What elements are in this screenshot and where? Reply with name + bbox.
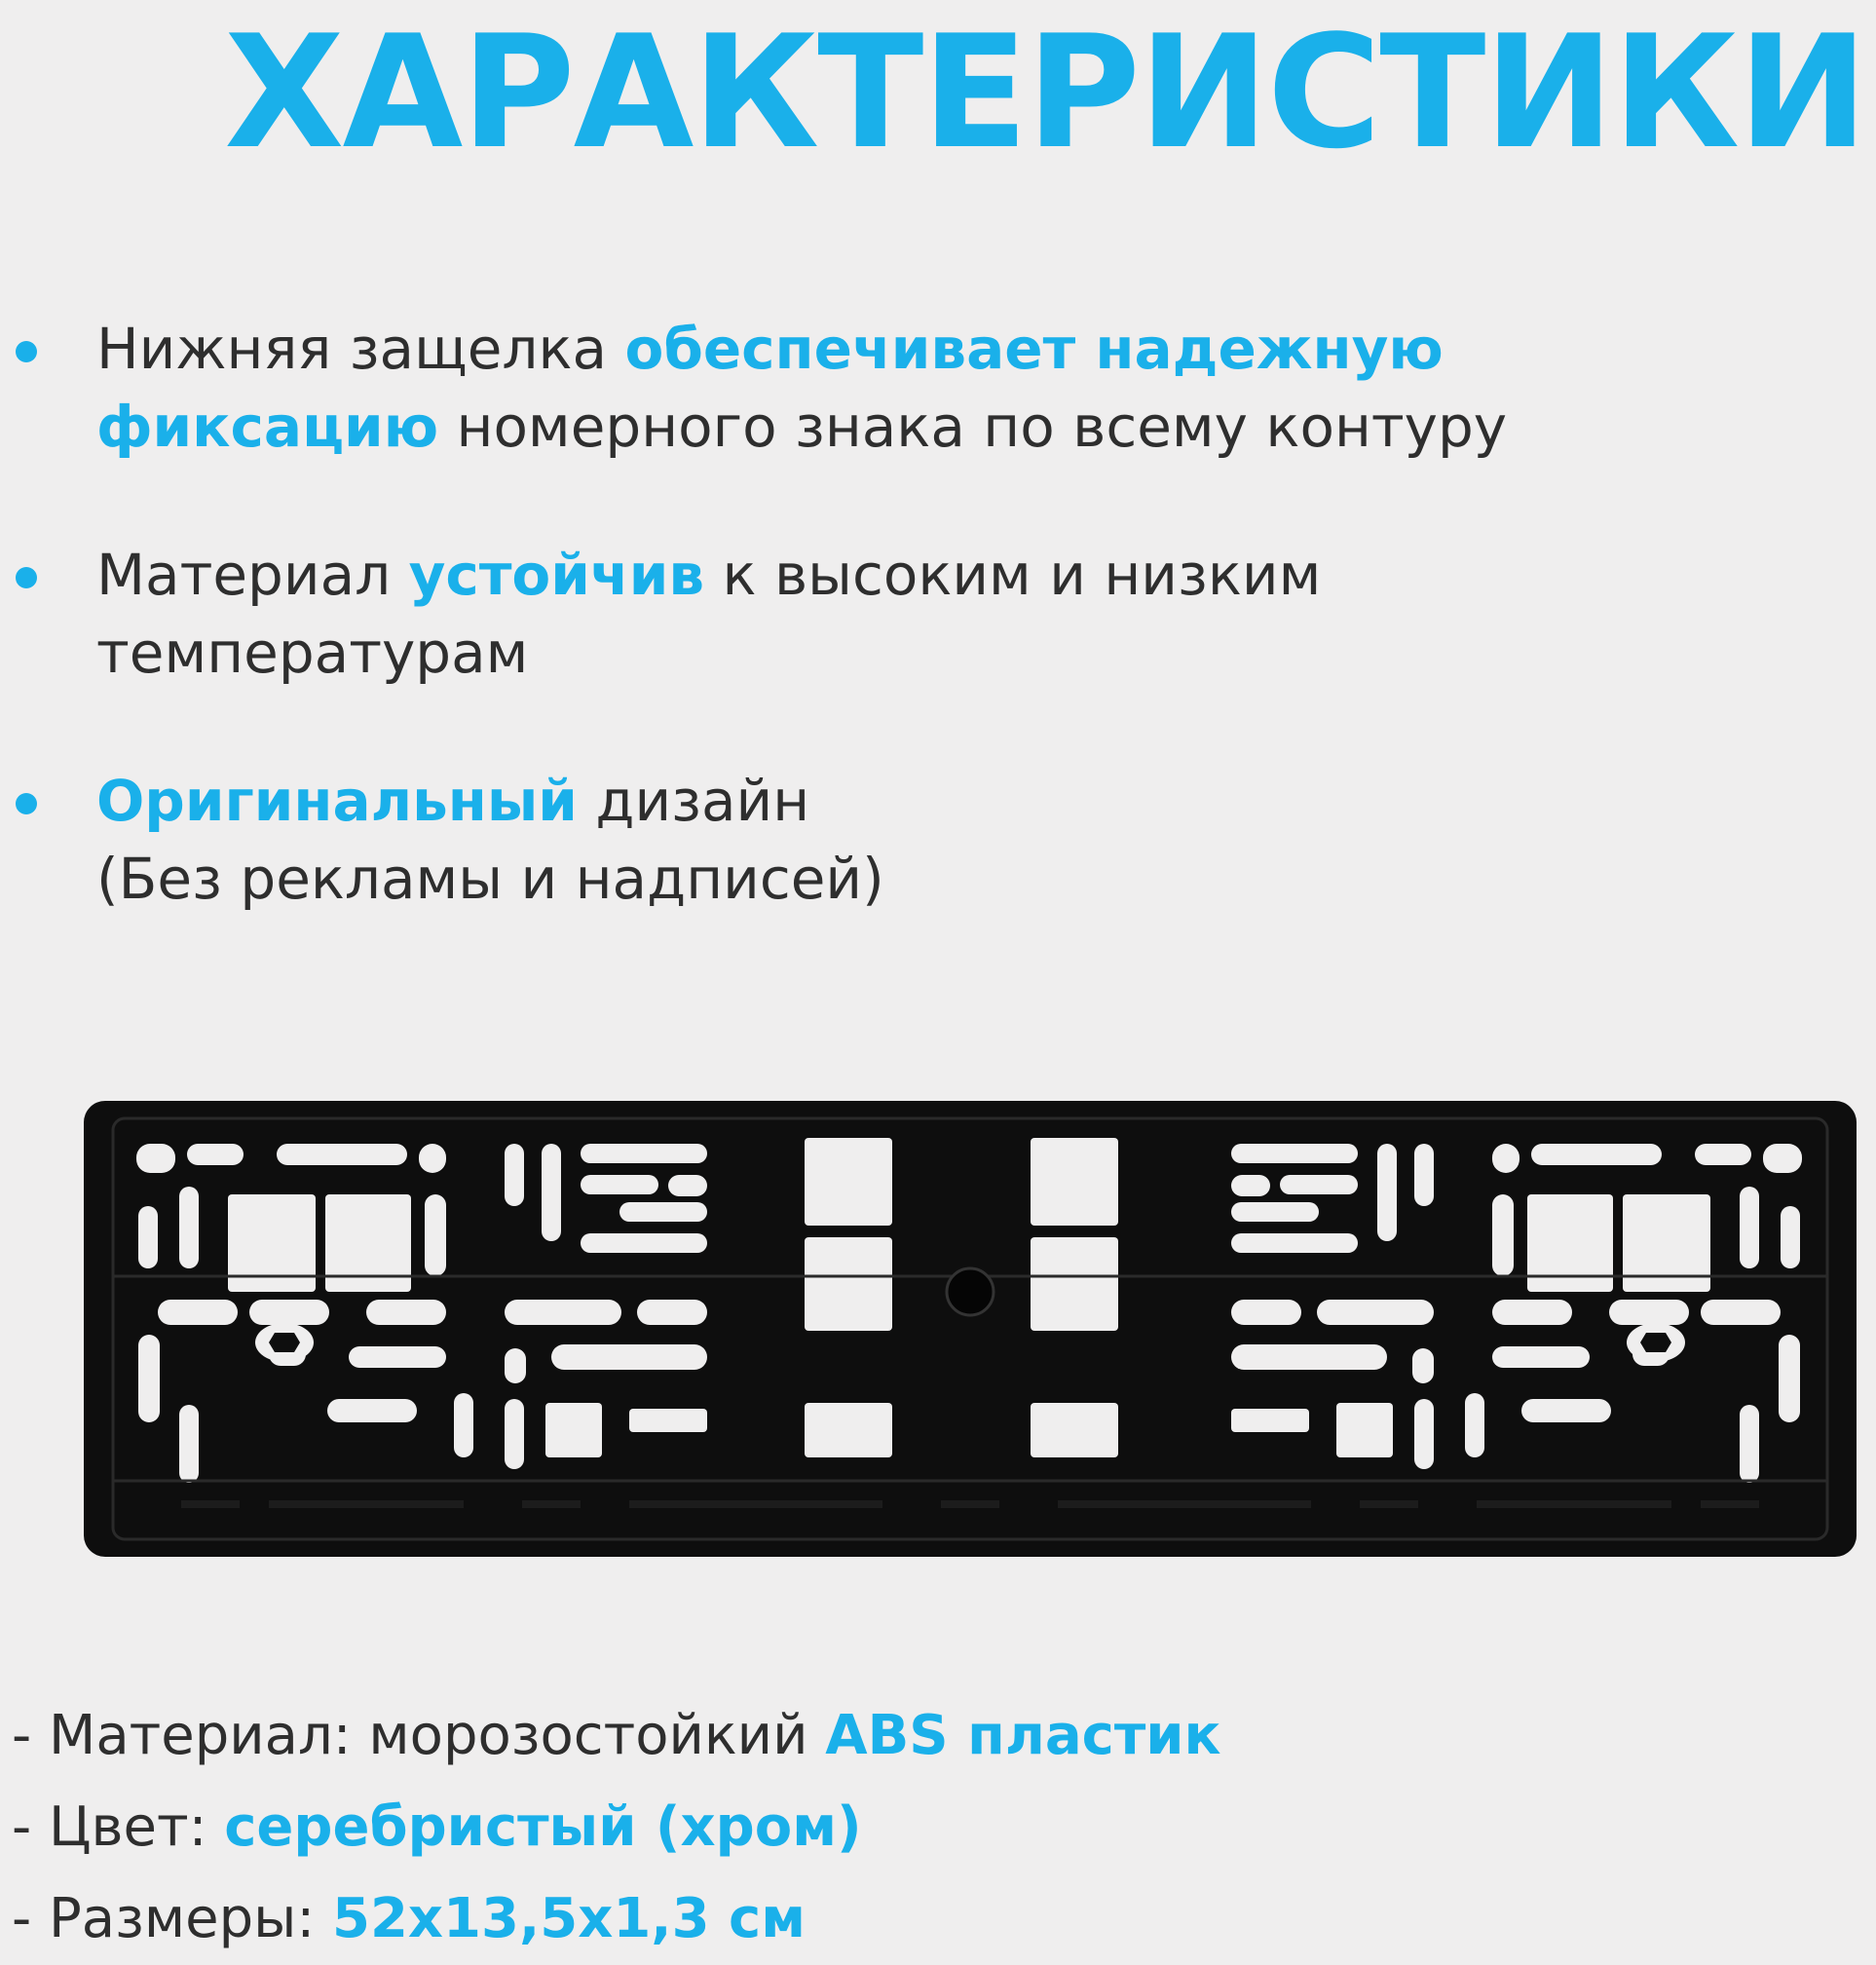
feature-text (96, 762, 924, 918)
spec-size (12, 1873, 1221, 1965)
spec-value: ABS пластик (825, 1704, 1221, 1767)
bullet-dot-icon (16, 793, 37, 814)
feature-text-plain: Материал (96, 542, 409, 608)
spec-value: 52x13,5x1,3 см (332, 1887, 807, 1950)
plate-frame-drawing (84, 1101, 1857, 1557)
frame-body (84, 1101, 1857, 1557)
frame-center-mount (947, 1268, 994, 1315)
page-title: ХАРАКТЕРИСТИКИ (224, 1, 1866, 183)
spec-list (12, 1690, 1221, 1965)
feature-text-plain: номерного знака по всему контуру (438, 394, 1508, 460)
feature-text-highlight: обеспечивает надежную фиксацию (96, 316, 1444, 460)
feature-text-plain: к высоким и низким температурам (96, 542, 1322, 686)
spec-label: - Размеры: (12, 1887, 332, 1950)
feature-list (0, 310, 1876, 988)
spec-label: - Материал: морозостойкий (12, 1704, 826, 1767)
spec-label: - Цвет: (12, 1795, 225, 1859)
bullet-dot-icon (16, 567, 37, 588)
feature-item-design (0, 762, 1876, 918)
license-plate-frame-image (84, 1101, 1857, 1557)
feature-text (96, 536, 1392, 692)
spec-material (12, 1690, 1221, 1782)
feature-text-highlight: устойчив (408, 542, 705, 608)
bullet-dot-icon (16, 341, 37, 362)
feature-item-latch (0, 310, 1876, 466)
spec-value: серебристый (хром) (224, 1795, 862, 1859)
frame-bottom-slots (181, 1500, 1759, 1508)
feature-item-material (0, 536, 1876, 692)
feature-text-highlight: Оригинальный (96, 768, 578, 834)
spec-color (12, 1782, 1221, 1873)
feature-text-plain: дизайн (Без рекламы и надписей) (96, 768, 884, 912)
feature-text-plain: Нижняя защелка (96, 316, 625, 382)
feature-text (96, 310, 1752, 466)
